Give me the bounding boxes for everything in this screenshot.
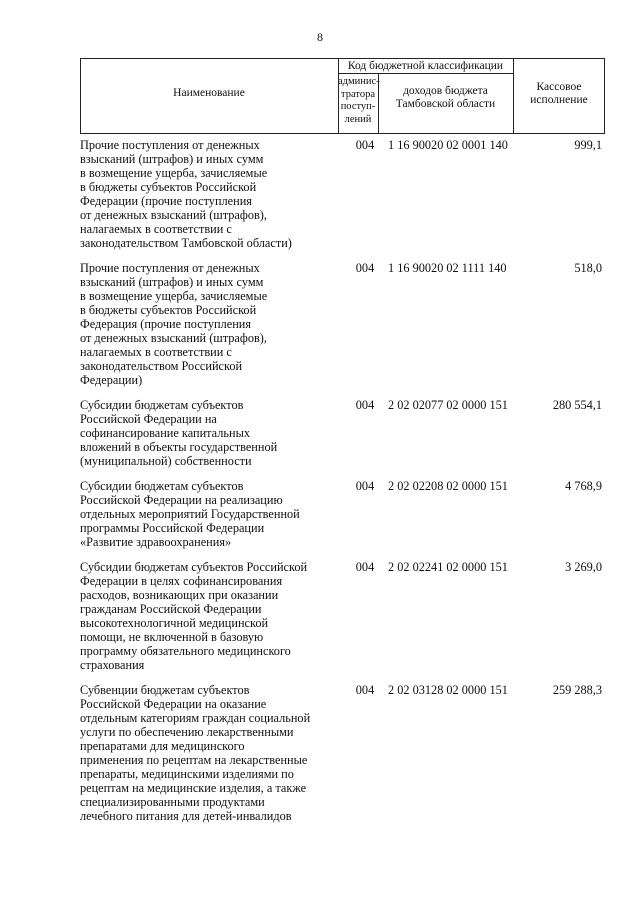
row-amount: 280 554,1 [552,398,602,412]
row-income-code: 2 02 02208 02 0000 151 [388,479,508,493]
row-income-code: 1 16 90020 02 0001 140 [388,138,508,152]
row-income-code: 1 16 90020 02 1111 140 [388,261,507,275]
code-group-divider [338,73,513,74]
page-number: 8 [317,30,323,44]
header-admin: админис- тратора поступ- лений [338,76,380,125]
row-income-code: 2 02 03128 02 0000 151 [388,683,508,697]
row-name: Субвенции бюджетам субъектов Российской Федерации на оказание отдельным категориям граждан социальной услуги по обеспечению лекарственными препаратами для медицинского применения по рецептам на лекарственные препараты, медицинскими изделиями по рецептам на медицинские изделия, а также специализированными продуктами лечебного питания для детей-инвалидов [80,683,311,823]
header-name: Наименование [173,87,245,99]
row-income-code: 2 02 02241 02 0000 151 [388,560,508,574]
row-amount: 259 288,3 [552,683,602,697]
header-code-group: Код бюджетной классификации [347,60,504,72]
row-name: Субсидии бюджетам субъектов Российской Федерации на софинансирование капитальных вложений в объекты государственной (муниципальной) собственности [80,398,278,468]
row-amount: 4 768,9 [565,479,602,493]
header-cash: Кассовое исполнение [530,81,588,106]
row-amount: 999,1 [574,138,602,152]
table-row [80,479,610,549]
row-income-code: 2 02 02077 02 0000 151 [388,398,508,412]
row-amount: 518,0 [574,261,602,275]
table-row [80,138,610,250]
row-admin-code: 004 [355,398,375,412]
row-amount: 3 269,0 [565,560,602,574]
row-admin-code: 004 [355,479,375,493]
row-name: Прочие поступления от денежных взысканий (штрафов) и иных сумм в возмещение ущерба, зачисляемые в бюджеты субъектов Российской Федерации (прочие поступления от денежных взысканий (штрафов), налагаемых в соответствии с законодательством Тамбовской области) [80,138,292,250]
table-row [80,560,610,672]
row-admin-code: 004 [355,683,375,697]
table-row [80,261,610,387]
row-admin-code: 004 [355,261,375,275]
row-name: Субсидии бюджетам субъектов Российской Федерации в целях софинансирования расходов, возникающих при оказании гражданам Российской Федерации высокотехнологичной медицинской помощи, не включенной в базовую программу обязательного медицинского страхования [80,560,308,672]
header-income: доходов бюджета Тамбовской области [395,85,496,110]
row-admin-code: 004 [355,560,375,574]
row-name: Субсидии бюджетам субъектов Российской Федерации на реализацию отдельных мероприятий Государственной программы Российской Федерации «Развитие здравоохранения» [80,479,300,549]
table-row [80,683,610,823]
row-name: Прочие поступления от денежных взысканий (штрафов) и иных сумм в возмещение ущерба, зачисляемые в бюджеты субъектов Российской Федерация (прочие поступления от денежных взысканий (штрафов), налагаемых в соответствии с законодательством Российской Федерации) [80,261,268,387]
header-bottom-border [80,133,605,134]
table-body [80,138,610,834]
header-top-border [80,58,605,59]
table-header [80,58,605,134]
row-admin-code: 004 [355,138,375,152]
table-row [80,398,610,468]
